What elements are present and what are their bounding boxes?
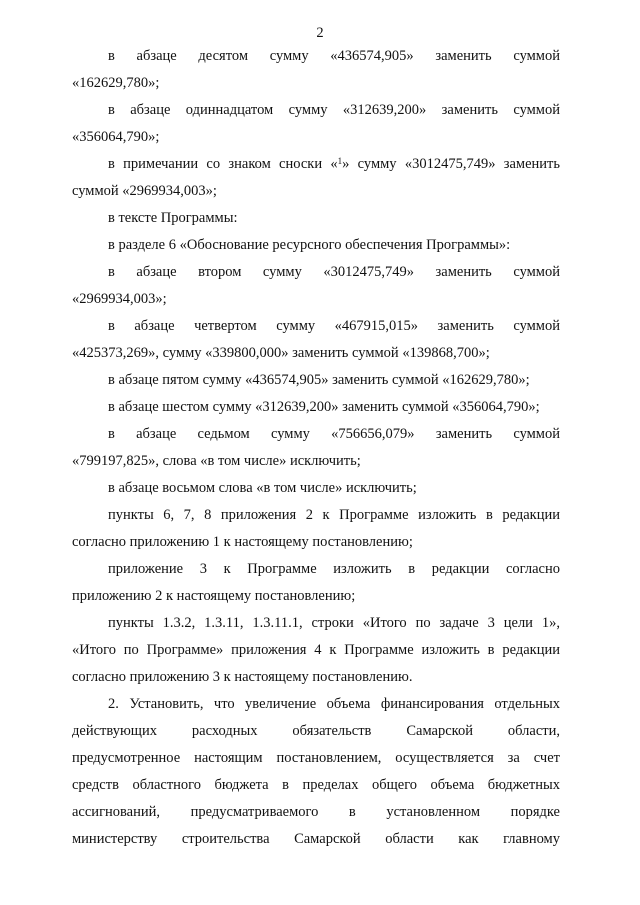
text-fragment: » сумму «3012475,749» заменить (342, 156, 560, 172)
text-line: согласно приложению 3 к настоящему постановлению. (72, 669, 413, 685)
text-line: в абзаце четвертом сумму «467915,015» заменить суммой (108, 318, 560, 334)
text-line: «162629,780»; (72, 75, 160, 91)
text-line: предусмотренное настоящим постановлением, осуществляется за счет (72, 750, 560, 766)
text-line: в абзаце восьмом слова «в том числе» исключить; (108, 480, 417, 496)
text-line: «2969934,003»; (72, 291, 167, 307)
text-line: суммой «2969934,003»; (72, 183, 217, 199)
text-line: ассигнований, предусматриваемого в установленном порядке (72, 804, 560, 820)
footnote-mark: 1 (337, 156, 343, 166)
text-line: в абзаце седьмом сумму «756656,079» заменить суммой (108, 426, 560, 442)
page-number: 2 (316, 25, 324, 41)
text-line: в абзаце десятом сумму «436574,905» заменить суммой (108, 48, 560, 64)
text-line: действующих расходных обязательств Самарской области, (72, 723, 560, 739)
text-line: согласно приложению 1 к настоящему постановлению; (72, 534, 413, 550)
text-line: в абзаце шестом сумму «312639,200» заменить суммой «356064,790»; (108, 399, 540, 415)
text-line: в абзаце пятом сумму «436574,905» заменить суммой «162629,780»; (108, 372, 530, 388)
text-line: пункты 6, 7, 8 приложения 2 к Программе изложить в редакции (108, 507, 560, 523)
text-line: приложение 3 к Программе изложить в редакции согласно (108, 561, 560, 577)
text-line: «356064,790»; (72, 129, 160, 145)
text-line: «425373,269», сумму «339800,000» заменить суммой «139868,700»; (72, 345, 490, 361)
text-line: министерству строительства Самарской области как главному (72, 831, 560, 847)
text-fragment: в примечании со знаком сноски « (108, 156, 338, 172)
text-line: «Итого по Программе» приложения 4 к Программе изложить в редакции (72, 642, 560, 658)
text-line: 2. Установить, что увеличение объема финансирования отдельных (108, 696, 560, 712)
text-line: в разделе 6 «Обоснование ресурсного обеспечения Программы»: (108, 237, 511, 253)
text-line: в тексте Программы: (108, 210, 238, 226)
text-line-footnote (108, 154, 560, 174)
text-line: в абзаце втором сумму «3012475,749» заменить суммой (108, 264, 560, 280)
text-line: в абзаце одиннадцатом сумму «312639,200» заменить суммой (108, 102, 560, 118)
text-line: пункты 1.3.2, 1.3.11, 1.3.11.1, строки «Итого по задаче 3 цели 1», (108, 615, 560, 631)
text-line: «799197,825», слова «в том числе» исключить; (72, 453, 361, 469)
text-line: приложению 2 к настоящему постановлению; (72, 588, 356, 604)
text-line: средств областного бюджета в пределах общего объема бюджетных (72, 777, 560, 793)
